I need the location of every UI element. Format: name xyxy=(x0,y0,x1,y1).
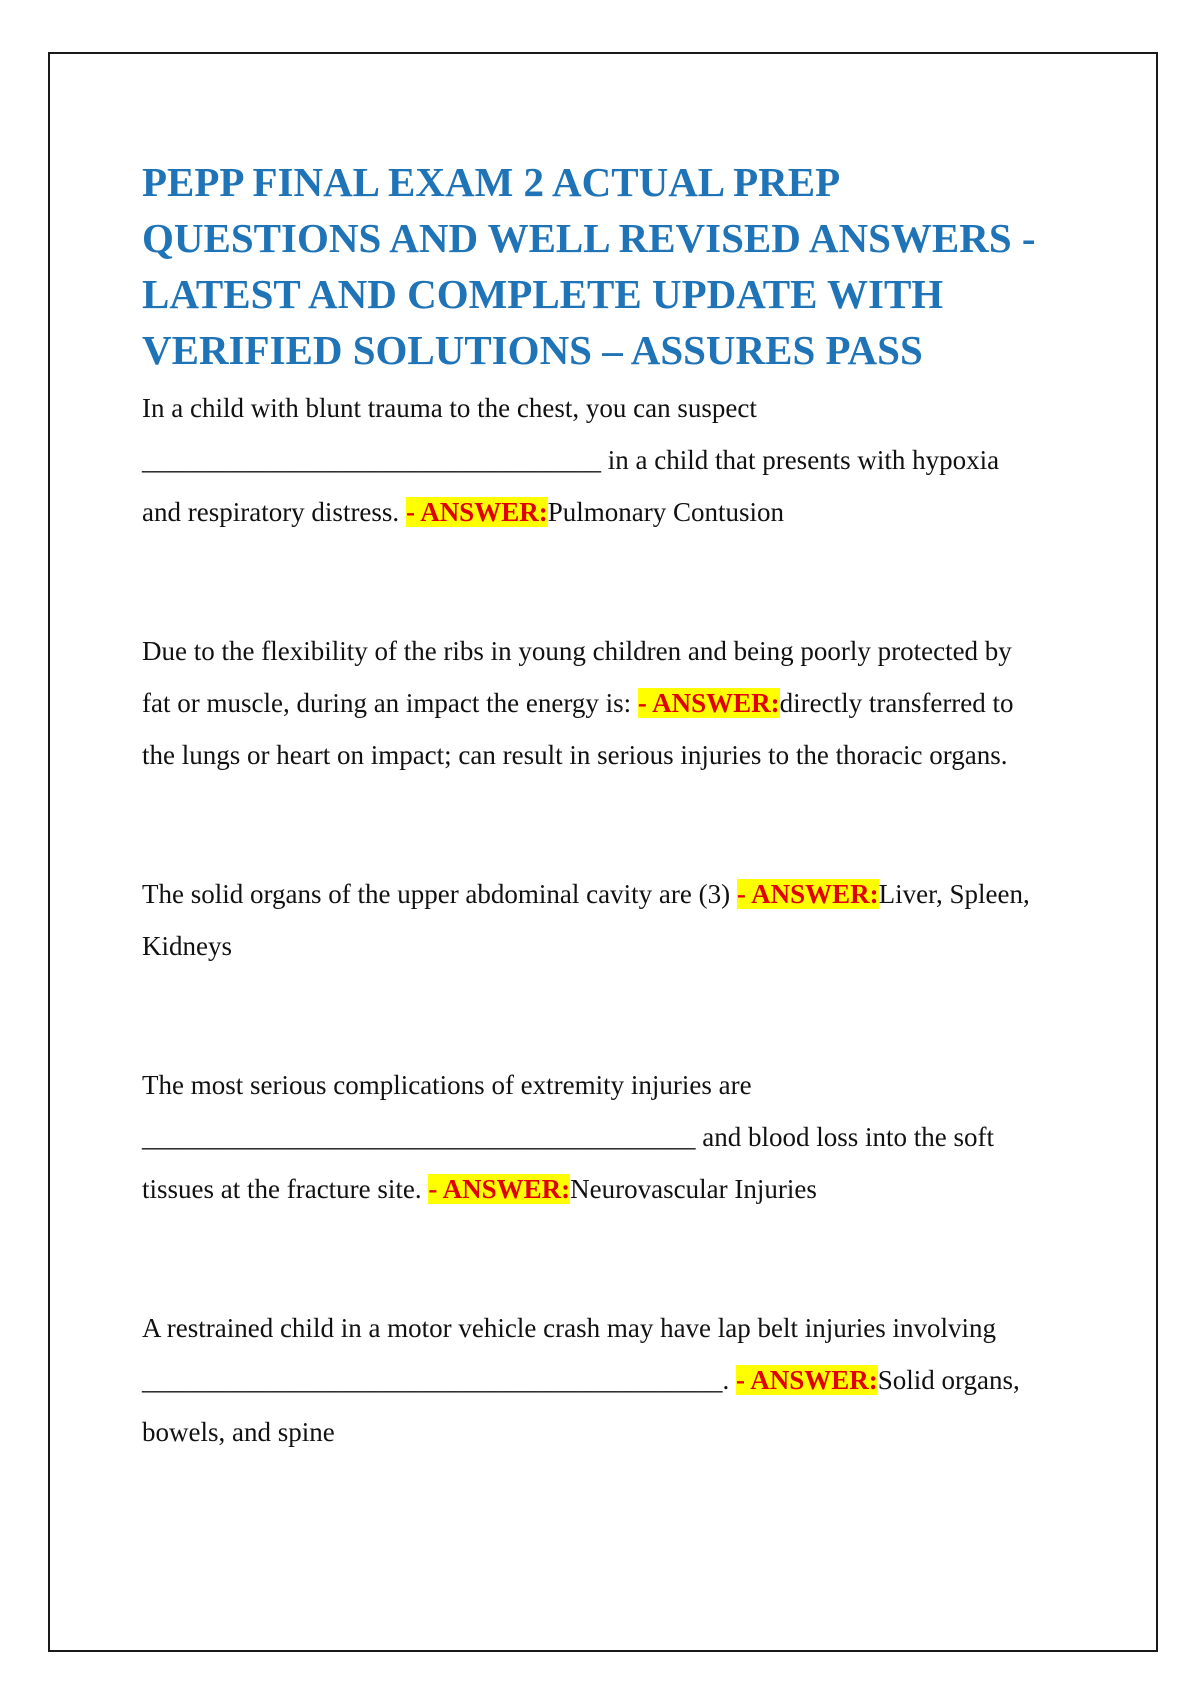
question-4-text-end: tissues at the fracture site. xyxy=(142,1174,429,1204)
question-5-answer-continued: bowels, and spine xyxy=(142,1417,335,1447)
answer-tag: - ANSWER: xyxy=(428,1174,571,1204)
question-3-answer: Liver, Spleen, xyxy=(878,879,1030,909)
spacer xyxy=(142,781,1072,868)
question-block-5 xyxy=(142,1302,1072,1458)
question-3-text: The solid organs of the upper abdominal cavity are (3) xyxy=(142,879,737,909)
question-4-line-3 xyxy=(142,1163,1072,1215)
answer-tag: - ANSWER: xyxy=(637,688,780,718)
question-3-line-1 xyxy=(142,868,1072,920)
question-block-2 xyxy=(142,625,1072,781)
document-page xyxy=(48,52,1158,1652)
document-title: PEPP FINAL EXAM 2 ACTUAL PREP QUESTIONS AND WELL REVISED ANSWERS - LATEST AND COMPLETE UPDATE WITH VERIFIED SOLUTIONS – ASSURES PASS xyxy=(142,159,1036,373)
question-2-answer-continued: the lungs or heart on impact; can result in serious injuries to the thoracic organs. xyxy=(142,740,1008,770)
document-content xyxy=(142,154,1072,1458)
spacer xyxy=(142,1215,1072,1302)
question-1-line-3 xyxy=(142,486,1072,538)
question-1-line-2: __________________________________ in a child that presents with hypoxia xyxy=(142,445,1000,475)
question-block-3 xyxy=(142,868,1072,972)
question-1-line-1: In a child with blunt trauma to the chest, you can suspect xyxy=(142,393,757,423)
question-2-line-1: Due to the flexibility of the ribs in young children and being poorly protected by xyxy=(142,636,1012,666)
question-3-answer-continued: Kidneys xyxy=(142,931,232,961)
answer-tag: - ANSWER: xyxy=(736,1365,878,1395)
question-2-line-2 xyxy=(142,677,1072,729)
question-1-answer: Pulmonary Contusion xyxy=(547,497,784,527)
question-5-text: ___________________________________________. xyxy=(142,1365,736,1395)
question-4-line-2: _________________________________________ and blood loss into the soft xyxy=(142,1122,994,1152)
spacer xyxy=(142,538,1072,625)
question-2-text: fat or muscle, during an impact the energy is: xyxy=(142,688,638,718)
question-2-answer: directly transferred to xyxy=(779,688,1014,718)
answer-tag: - ANSWER: xyxy=(736,879,879,909)
answer-tag: - ANSWER: xyxy=(405,497,548,527)
question-block-1 xyxy=(142,382,1072,538)
question-5-line-2 xyxy=(142,1354,1072,1406)
question-4-line-1: The most serious complications of extremity injuries are xyxy=(142,1070,752,1100)
question-1-text-end: and respiratory distress. xyxy=(142,497,406,527)
spacer xyxy=(142,972,1072,1059)
question-5-answer: Solid organs, xyxy=(877,1365,1020,1395)
question-5-line-1: A restrained child in a motor vehicle crash may have lap belt injuries involving xyxy=(142,1313,997,1343)
question-4-answer: Neurovascular Injuries xyxy=(570,1174,817,1204)
question-block-4 xyxy=(142,1059,1072,1215)
